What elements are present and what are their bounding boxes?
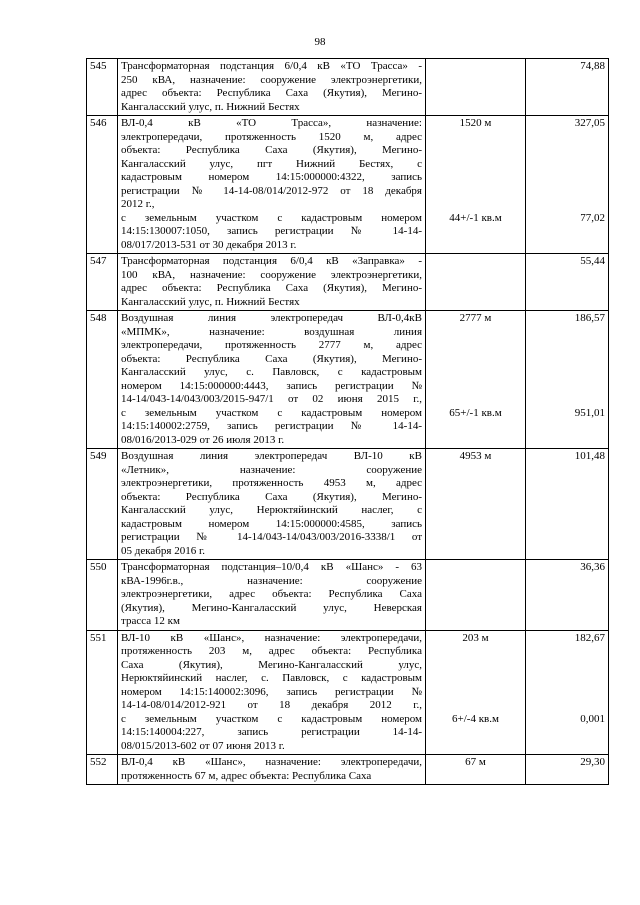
quantity-value xyxy=(429,575,522,589)
description-line: 08/017/2013-531 от 30 декабря 2013 г. xyxy=(121,238,297,251)
quantity-value xyxy=(429,326,522,340)
balance-value xyxy=(529,296,605,310)
description-line: Кангаласский улус, пгт Нижний Бестях, с xyxy=(121,157,422,170)
row-number: 551 xyxy=(87,630,118,755)
balance-value: 186,57 xyxy=(574,312,605,324)
quantity-value xyxy=(429,770,522,784)
quantity-value xyxy=(429,545,522,559)
balance-value xyxy=(529,434,605,448)
description-line: 14:15:130007:1050, запись регистрации № 14-14- xyxy=(121,225,422,237)
balance-value xyxy=(529,602,605,616)
quantity-value xyxy=(429,101,522,115)
description-line: адрес объекта: Республика Саха (Якутия), Мегино- xyxy=(121,282,422,294)
table-row xyxy=(87,311,609,449)
description-line: Трансформаторная подстанция–10/0,4 кВ «Шанс» - 63 xyxy=(121,561,422,573)
table-row xyxy=(87,755,609,785)
quantity-value xyxy=(429,740,522,754)
balance-value xyxy=(529,171,605,185)
balance-value xyxy=(529,87,605,101)
row-number: 548 xyxy=(87,311,118,449)
page-number: 98 xyxy=(314,36,326,48)
row-number: 546 xyxy=(87,116,118,254)
quantity-value xyxy=(429,74,522,88)
description-line: «МПМК», назначение: воздушная линия xyxy=(121,325,422,338)
object-description xyxy=(118,311,426,449)
quantity-cell xyxy=(426,254,526,311)
balance-value xyxy=(529,726,605,740)
description-line: Нерюктяйинский наслег, с. Павловск, с кадастровым xyxy=(121,672,422,684)
quantity-value xyxy=(429,686,522,700)
quantity-value xyxy=(429,420,522,434)
balance-value xyxy=(529,699,605,713)
description-line: 05 декабря 2016 г. xyxy=(121,544,205,557)
description-line: Кангаласский улус, п. Нижний Бестях xyxy=(121,100,300,113)
table-row xyxy=(87,449,609,560)
description-line: электроэнергетики, протяженность 4953 м, адрес xyxy=(121,477,422,489)
value-cell xyxy=(526,311,609,449)
quantity-value xyxy=(429,255,522,269)
value-cell xyxy=(526,116,609,254)
table-row xyxy=(87,254,609,311)
property-registry-table xyxy=(86,58,609,785)
description-line: 08/016/2013-029 от 26 июля 2013 г. xyxy=(121,433,285,446)
quantity-value xyxy=(429,366,522,380)
balance-value xyxy=(529,420,605,434)
balance-value: 55,44 xyxy=(580,255,605,267)
balance-value xyxy=(529,158,605,172)
balance-value xyxy=(529,686,605,700)
balance-value xyxy=(529,339,605,353)
value-cell xyxy=(526,630,609,755)
balance-value xyxy=(529,269,605,283)
description-line: адрес объекта: Республика Саха (Якутия), Мегино- xyxy=(121,87,422,99)
balance-value xyxy=(529,491,605,505)
value-cell xyxy=(526,560,609,631)
quantity-value xyxy=(429,504,522,518)
balance-value: 951,01 xyxy=(574,406,605,419)
quantity-value xyxy=(429,491,522,505)
balance-value xyxy=(529,575,605,589)
quantity-value xyxy=(429,434,522,448)
quantity-value xyxy=(429,185,522,199)
value-cell xyxy=(526,755,609,785)
balance-value xyxy=(529,531,605,545)
description-line: ВЛ-0,4 кВ «Шанс», назначение: электропередачи, xyxy=(121,756,422,768)
balance-value xyxy=(529,588,605,602)
quantity-value xyxy=(429,699,522,713)
quantity-cell xyxy=(426,630,526,755)
description-line: трасса 12 км xyxy=(121,615,180,627)
row-number: 552 xyxy=(87,755,118,785)
quantity-value xyxy=(429,464,522,478)
balance-value: 327,05 xyxy=(574,117,605,129)
balance-value xyxy=(529,131,605,145)
quantity-value xyxy=(429,602,522,616)
value-cell xyxy=(526,449,609,560)
quantity-value xyxy=(429,131,522,145)
quantity-value xyxy=(429,87,522,101)
object-description xyxy=(118,254,426,311)
object-description xyxy=(118,560,426,631)
quantity-cell xyxy=(426,755,526,785)
balance-value xyxy=(529,659,605,673)
description-line: Кангаласский улус, п. Нижний Бестях xyxy=(121,295,300,308)
quantity-value xyxy=(429,659,522,673)
balance-value xyxy=(529,326,605,340)
description-line: протяженность 203 м, адрес объекта: Республика xyxy=(121,645,422,657)
balance-value xyxy=(529,672,605,686)
quantity-value xyxy=(429,645,522,659)
object-description xyxy=(118,116,426,254)
description-line: 14:15:140004:227, запись регистрации 14-14- xyxy=(121,726,422,738)
quantity-cell xyxy=(426,560,526,631)
quantity-value: 65+/-1 кв.м xyxy=(449,406,502,419)
quantity-value: 203 м xyxy=(462,631,489,644)
balance-value xyxy=(529,770,605,784)
object-description xyxy=(118,59,426,116)
quantity-value xyxy=(429,380,522,394)
description-line: Саха (Якутия), Мегино-Кангаласский улус, xyxy=(121,658,422,671)
row-number: 549 xyxy=(87,449,118,560)
row-number: 550 xyxy=(87,560,118,631)
description-line: Трансформаторная подстанция 6/0,4 кВ «Заправка» - xyxy=(121,255,422,267)
description-line: кадастровым номером 14:15:000000:4322, запись xyxy=(121,171,422,183)
description-line: кадастровым номером 14:15:000000:4585, запись xyxy=(121,517,422,530)
registry-body xyxy=(87,59,609,785)
quantity-value: 4953 м xyxy=(459,450,492,462)
quantity-value xyxy=(429,239,522,253)
quantity-value xyxy=(429,60,522,74)
quantity-value xyxy=(429,198,522,212)
quantity-value: 2777 м xyxy=(459,312,492,324)
quantity-value xyxy=(429,615,522,629)
description-line: регистрации № 14-14/043-14/043/003/2016-3338/1 от xyxy=(121,531,422,543)
row-number: 547 xyxy=(87,254,118,311)
balance-value: 77,02 xyxy=(580,211,605,224)
balance-value: 182,67 xyxy=(574,631,605,644)
balance-value xyxy=(529,393,605,407)
quantity-value xyxy=(429,518,522,532)
row-number: 545 xyxy=(87,59,118,116)
description-line: 08/015/2013-602 от 07 июня 2013 г. xyxy=(121,739,285,752)
description-line: 100 кВА, назначение: сооружение электроэнергетики, xyxy=(121,268,422,281)
description-line: 14-14-08/014/2012-921 от 18 декабря 2012 г., xyxy=(121,699,422,711)
balance-value xyxy=(529,380,605,394)
quantity-value xyxy=(429,282,522,296)
balance-value xyxy=(529,74,605,88)
description-line: с земельным участком с кадастровым номером xyxy=(121,712,422,725)
balance-value xyxy=(529,464,605,478)
description-line: электроэнергетики, адрес объекта: Республика Саха xyxy=(121,588,422,600)
quantity-value xyxy=(429,225,522,239)
description-line: объекта: Республика Саха (Якутия), Мегино- xyxy=(121,144,422,156)
table-row xyxy=(87,116,609,254)
quantity-cell xyxy=(426,449,526,560)
quantity-value xyxy=(429,531,522,545)
description-line: Кангаласский улус, с. Павловск, с кадастровым xyxy=(121,366,422,378)
description-line: номером 14:15:000000:4443, запись регистрации № xyxy=(121,379,422,392)
description-line: ВЛ-10 кВ «Шанс», назначение: электропередачи, xyxy=(121,631,422,644)
balance-value xyxy=(529,645,605,659)
quantity-value: 6+/-4 кв.м xyxy=(452,712,499,725)
balance-value xyxy=(529,545,605,559)
quantity-value xyxy=(429,726,522,740)
description-line: с земельным участком с кадастровым номером xyxy=(121,406,422,419)
balance-value xyxy=(529,198,605,212)
balance-value xyxy=(529,353,605,367)
quantity-value xyxy=(429,393,522,407)
description-line: «Летник», назначение: сооружение xyxy=(121,463,422,476)
object-description xyxy=(118,755,426,785)
description-line: электропередачи, протяженность 2777 м, адрес xyxy=(121,339,422,351)
description-line: 250 кВА, назначение: сооружение электроэнергетики, xyxy=(121,73,422,86)
table-row xyxy=(87,59,609,116)
balance-value xyxy=(529,239,605,253)
balance-value: 101,48 xyxy=(574,450,605,462)
quantity-value xyxy=(429,158,522,172)
object-description xyxy=(118,449,426,560)
description-line: протяженность 67 м, адрес объекта: Республика Саха xyxy=(121,769,372,782)
quantity-value xyxy=(429,561,522,575)
balance-value xyxy=(529,366,605,380)
quantity-value xyxy=(429,672,522,686)
balance-value: 29,30 xyxy=(580,756,605,768)
description-line: 2012 г., xyxy=(121,198,155,210)
balance-value xyxy=(529,185,605,199)
description-line: Воздушная линия электропередач ВЛ-0,4кВ xyxy=(121,312,422,324)
description-line: Трансформаторная подстанция 6/0,4 кВ «ТО Трасса» - xyxy=(121,60,422,72)
quantity-value xyxy=(429,353,522,367)
balance-value xyxy=(529,477,605,491)
description-line: ВЛ-0,4 кВ «ТО Трасса», назначение: xyxy=(121,117,422,129)
balance-value xyxy=(529,144,605,158)
balance-value xyxy=(529,518,605,532)
quantity-value xyxy=(429,171,522,185)
table-row xyxy=(87,630,609,755)
balance-value xyxy=(529,504,605,518)
balance-value xyxy=(529,615,605,629)
balance-value: 74,88 xyxy=(580,60,605,72)
description-line: Воздушная линия электропередач ВЛ-10 кВ xyxy=(121,450,422,462)
description-line: 14:15:140002:2759, запись регистрации № 14-14- xyxy=(121,420,422,432)
balance-value: 0,001 xyxy=(580,712,605,725)
quantity-value: 44+/-1 кв.м xyxy=(449,211,502,224)
quantity-value xyxy=(429,477,522,491)
table-row xyxy=(87,560,609,631)
description-line: Кангаласский улус, Нерюктяйинский наслег, с xyxy=(121,504,422,516)
description-line: объекта: Республика Саха (Якутия), Мегино- xyxy=(121,352,422,365)
balance-value xyxy=(529,101,605,115)
description-line: номером 14:15:140002:3096, запись регистрации № xyxy=(121,685,422,698)
quantity-value: 1520 м xyxy=(459,117,492,129)
quantity-value xyxy=(429,339,522,353)
description-line: регистрации № 14-14-08/014/2012-972 от 18 декабря xyxy=(121,184,422,197)
balance-value xyxy=(529,225,605,239)
balance-value: 36,36 xyxy=(580,561,605,573)
description-line: (Якутия), Мегино-Кангаласский улус, Неверская xyxy=(121,601,422,614)
balance-value xyxy=(529,282,605,296)
quantity-value xyxy=(429,588,522,602)
quantity-value xyxy=(429,296,522,310)
quantity-value xyxy=(429,144,522,158)
description-line: с земельным участком с кадастровым номером xyxy=(121,211,422,224)
quantity-value: 67 м xyxy=(465,756,486,768)
quantity-cell xyxy=(426,311,526,449)
description-line: объекта: Республика Саха (Якутия), Мегино- xyxy=(121,490,422,503)
value-cell xyxy=(526,59,609,116)
object-description xyxy=(118,630,426,755)
description-line: 14-14/043-14/043/003/2015-947/1 от 02 июня 2015 г., xyxy=(121,393,422,405)
description-line: электропередачи, протяженность 1520 м, адрес xyxy=(121,130,422,143)
quantity-value xyxy=(429,269,522,283)
quantity-cell xyxy=(426,59,526,116)
quantity-cell xyxy=(426,116,526,254)
value-cell xyxy=(526,254,609,311)
description-line: кВА-1996г.в., назначение: сооружение xyxy=(121,574,422,587)
balance-value xyxy=(529,740,605,754)
